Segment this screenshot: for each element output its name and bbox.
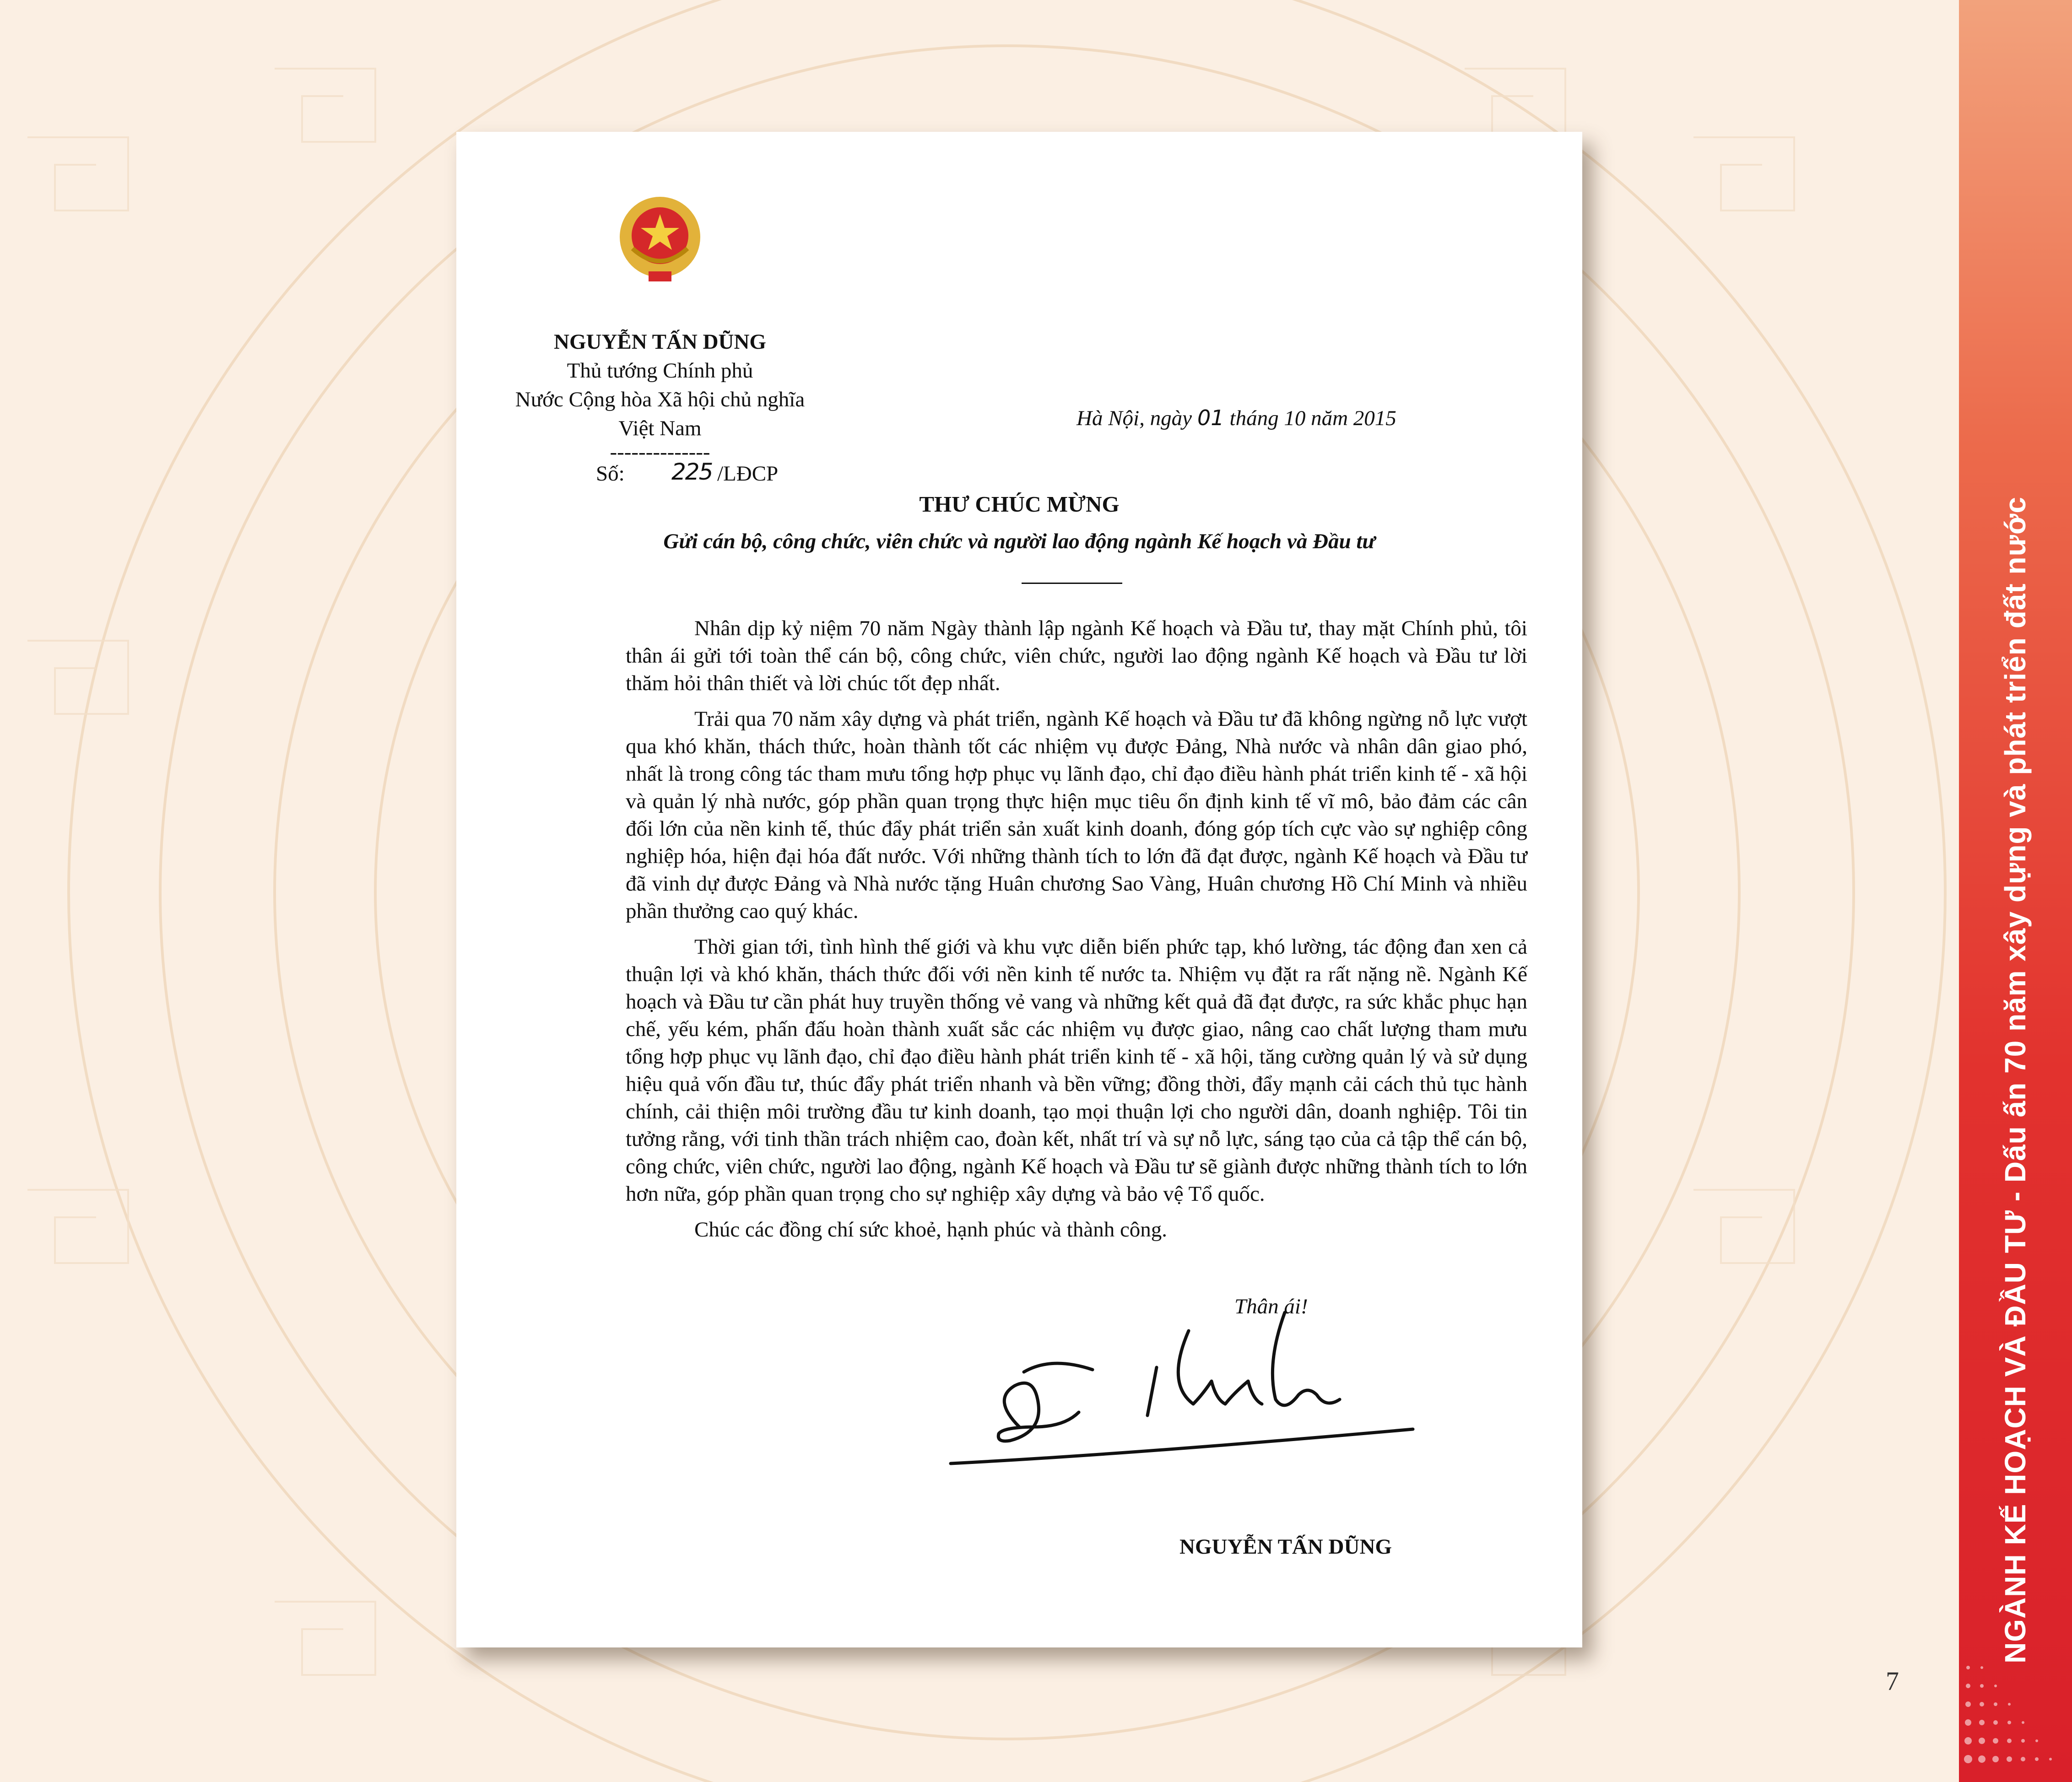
body-paragraph: Chúc các đồng chí sức khoẻ, hạnh phúc và thành công.: [694, 1218, 1168, 1242]
title-divider: [1022, 583, 1122, 584]
number-value: 225: [671, 459, 713, 485]
sender-separator: --------------: [610, 440, 710, 464]
place-date-suffix: tháng 10 năm 2015: [1229, 406, 1396, 430]
national-emblem-icon: [617, 194, 703, 285]
sender-org-line2: Việt Nam: [618, 416, 702, 440]
letter-body: [626, 615, 1527, 1252]
side-band: [1959, 0, 2072, 1782]
letter-subtitle: Gửi cán bộ, công chức, viên chức và người lao động ngành Kế hoạch và Đầu tư: [663, 529, 1375, 553]
number-suffix: /LĐCP: [717, 462, 779, 486]
signer-name: NGUYỄN TẤN DŨNG: [1179, 1535, 1392, 1559]
handwritten-signature: [946, 1303, 1578, 1514]
number-label: Số:: [596, 462, 625, 486]
place-date: [1077, 405, 1396, 431]
page-number: 7: [1886, 1666, 1899, 1696]
sender-org-line1: Nước Cộng hòa Xã hội chủ nghĩa: [515, 388, 805, 411]
body-paragraph: Thời gian tới, tình hình thế giới và khu vực diễn biến phức tạp, khó lường, tác động đan xen cả thuận lợi và khó khăn, thách thức đối với nền kinh tế nước ta. Nhiệm vụ đặt ra rất nặng nề. Ngành Kế hoạch và Đầu tư cần phát huy truyền thống vẻ vang và những kết quả đã đạt được, ra sức khắc phục hạn chế, yếu kém, phấn đấu hoàn thành xuất sắc các nhiệm vụ được giao, nâng cao chất lượng tham mưu tổng hợp phục vụ lãnh đạo, chỉ đạo điều hành phát triển kinh tế - xã hội, tăng cường quản lý và sử dụng hiệu quả vốn đầu tư, thúc đẩy phát triển nhanh và bền vững; đồng thời, đẩy mạnh cải cách thủ tục hành chính, cải thiện môi trường đầu tư kinh doanh, tạo mọi thuận lợi cho người dân, doanh nghiệp. Tôi tin tưởng rằng, với tinh thần trách nhiệm cao, đoàn kết, nhất trí và sự nỗ lực, sáng tạo của cả tập thể cán bộ, công chức, viên chức, người lao động, ngành Kế hoạch và Đầu tư sẽ giành được những thành tích to lớn hơn nữa, góp phần quan trọng cho sự nghiệp xây dựng và bảo vệ Tổ quốc.: [626, 935, 1527, 1206]
sender-name: NGUYỄN TẤN DŨNG: [554, 330, 766, 354]
sender-title: Thủ tướng Chính phủ: [567, 359, 753, 383]
letter-sheet: [456, 132, 1582, 1647]
body-paragraph: Trải qua 70 năm xây dựng và phát triển, ngành Kế hoạch và Đầu tư đã không ngừng nỗ lực vượt qua khó khăn, thách thức, hoàn thành tốt các nhiệm vụ được Đảng, Nhà nước và nhân dân giao phó, nhất là trong công tác tham mưu tổng hợp phục vụ lãnh đạo, chỉ đạo điều hành phát triển kinh tế - xã hội và quản lý nhà nước, góp phần quan trọng thực hiện mục tiêu ổn định kinh tế vĩ mô, bảo đảm các cân đối lớn của nền kinh tế, thúc đẩy phát triển sản xuất kinh doanh, đóng góp tích cực vào sự nghiệp công nghiệp hóa, hiện đại hóa đất nước. Với những thành tích to lớn đã đạt được, ngành Kế hoạch và Đầu tư đã vinh dự được Đảng và Nhà nước tặng Huân chương Sao Vàng, Huân chương Hồ Chí Minh và nhiều phần thưởng cao quý khác.: [626, 707, 1527, 923]
side-band-title: NGÀNH KẾ HOẠCH VÀ ĐẦU TƯ - Dấu ấn 70 năm xây dựng và phát triển đất nước: [1999, 497, 2032, 1663]
closing-greeting: Thân ái!: [1234, 1295, 1308, 1318]
sender-block: [493, 328, 827, 464]
place-date-prefix: Hà Nội, ngày: [1077, 406, 1192, 430]
body-paragraph: Nhân dịp kỷ niệm 70 năm Ngày thành lập ngành Kế hoạch và Đầu tư, thay mặt Chính phủ, tôi thân ái gửi tới toàn thể cán bộ, công chức, viên chức, người lao động ngành Kế hoạch và Đầu tư lời thăm hỏi thân thiết và lời chúc tốt đẹp nhất.: [626, 616, 1527, 695]
place-date-day: 01: [1197, 405, 1224, 430]
letter-title: THƯ CHÚC MỪNG: [919, 491, 1120, 517]
